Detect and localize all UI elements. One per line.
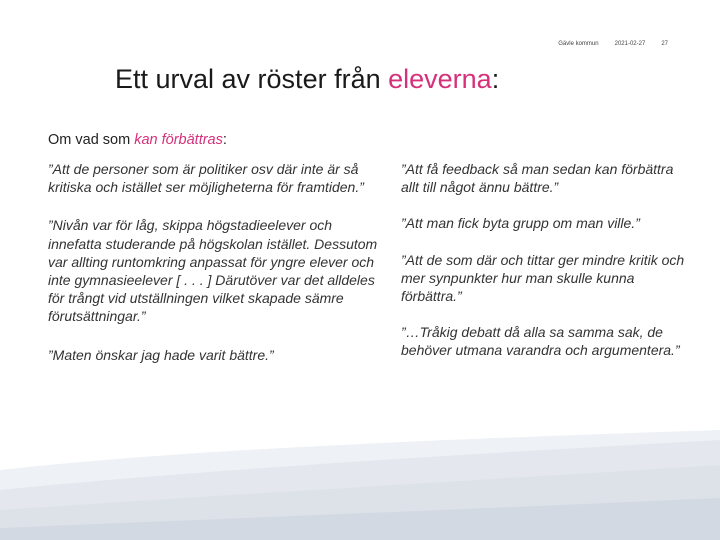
header-date: 2021-02-27 <box>614 41 646 47</box>
quote: ”Nivån var för låg, skippa högstadieelever och innefatta studerande på högskolan istället. Dessutom var allting runtomkring anpassat för yngre elever och inte gymnasieelever [ . . . ] Därutöver var det alldeles för trångt vid utställningen vilket skapade sämre förutsättningar.” <box>48 217 378 325</box>
subtitle-suffix: : <box>222 132 227 148</box>
quote: ”Att de personer som är politiker osv där inte är så kritiska och istället ser möjligheterna för framtiden.” <box>48 161 364 196</box>
quote: ”Att få feedback så man sedan kan förbättra allt till något ännu bättre.” <box>401 161 674 196</box>
title-suffix: : <box>491 64 500 94</box>
quote: ”…Tråkig debatt då alla sa samma sak, de behöver utmana varandra och argumentera.” <box>401 324 680 359</box>
quote: ”Maten önskar jag hade varit bättre.” <box>48 346 274 363</box>
slide-title <box>115 64 499 95</box>
title-accent: eleverna <box>388 64 492 94</box>
subtitle-accent: kan förbättras <box>134 132 223 148</box>
quote: ”Att man fick byta grupp om man ville.” <box>401 215 640 232</box>
slide-header <box>558 41 668 47</box>
quote: ”Att de som där och tittar ger mindre kritik och mer synpunkter hur man skulle kunna förbättra.” <box>401 251 685 304</box>
header-page-number: 27 <box>661 41 668 47</box>
subtitle-prefix: Om vad som <box>48 132 135 148</box>
left-quotes-column <box>48 160 378 364</box>
section-subtitle <box>48 132 227 148</box>
right-quotes-column <box>401 160 693 360</box>
title-prefix: Ett urval av röster från <box>115 64 389 94</box>
decorative-wave-footer <box>0 410 720 540</box>
header-org: Gävle kommun <box>558 41 599 47</box>
